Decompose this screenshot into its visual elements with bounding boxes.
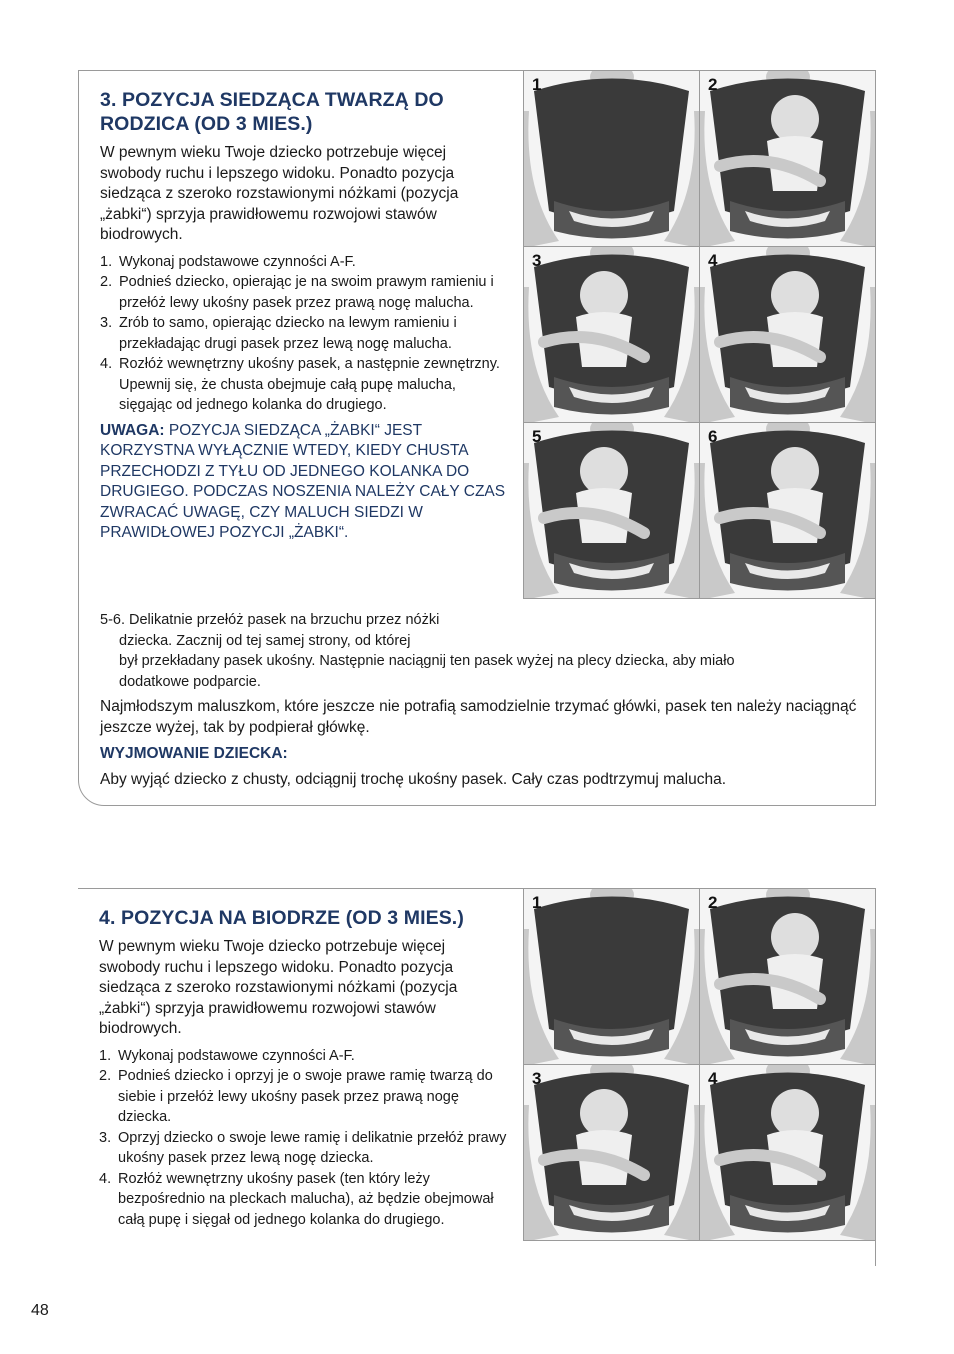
title-line-2: RODZICA (OD 3 MIES.) bbox=[100, 113, 313, 135]
photo-number: 5 bbox=[532, 427, 542, 446]
small-babies-note: Najmłodszym maluszkom, które jeszcze nie potrafią samodzielnie trzymać główki, pasek ten należy naciągnąć jeszcze wyżej, tak by podpierał główkę. bbox=[100, 698, 857, 736]
removal-text: Aby wyjąć dziecko z chusty, odciągnij trochę ukośny pasek. Cały czas podtrzymuj malucha. bbox=[100, 771, 727, 788]
photo-number: 3 bbox=[532, 251, 542, 270]
step-item: 4. Rozłóż wewnętrzny ukośny pasek (ten który leży bezpośrednio na pleckach malucha), aż będzie obejmował całą pupę i sięgał od jednego kolanka do drugiego. bbox=[99, 1170, 494, 1228]
section-3-photo-grid bbox=[523, 71, 875, 599]
step-item: 3. Zrób to samo, opierając dziecko na lewym ramieniu i przekładając drugi pasek przez lewą nogę malucha. bbox=[100, 315, 457, 352]
title-line-1: 3. POZYCJA SIEDZĄCA TWARZĄ DO bbox=[100, 89, 444, 111]
photo-number: 1 bbox=[532, 75, 542, 94]
photo-number: 3 bbox=[532, 1069, 542, 1088]
section-front-sitting bbox=[78, 70, 876, 806]
section-4-photo-grid bbox=[523, 889, 875, 1241]
step-item: 4. Rozłóż wewnętrzny ukośny pasek, a następnie zewnętrzny. Upewnij się, że chusta obejmuje całą pupę malucha, sięgając od jednego kolanka do drugiego. bbox=[100, 356, 500, 413]
photo-number: 6 bbox=[708, 427, 718, 446]
instruction-photo bbox=[700, 889, 875, 1064]
photo-number: 2 bbox=[708, 75, 718, 94]
section-4-text bbox=[99, 906, 509, 1230]
section-4-title: 4. POZYCJA NA BIODRZE (OD 3 MIES.) bbox=[99, 907, 464, 929]
instruction-photo bbox=[700, 247, 875, 422]
step-item: 2. Podnieś dziecko i oprzyj je o swoje prawe ramię twarzą do siebie i przełóż lewy ukośny pasek przez prawą nogę dziecka. bbox=[99, 1068, 493, 1125]
page-number: 48 bbox=[31, 1302, 49, 1319]
section-3-text bbox=[100, 88, 510, 559]
removal-heading: WYJMOWANIE DZIECKA: bbox=[100, 745, 288, 762]
section-3-intro: W pewnym wieku Twoje dziecko potrzebuje więcej swobody ruchu i lepszego widoku. Ponadto pozycja siedząca z szeroko rozstawionymi nóżkami (pozycja „żabki“) sprzyja prawidłowemu rozwojowi stawów biodrowych. bbox=[100, 144, 459, 243]
step-item: 1. Wykonaj podstawowe czynności A-F. bbox=[100, 253, 356, 270]
instruction-photo bbox=[700, 423, 875, 598]
warning-note bbox=[100, 421, 510, 544]
instruction-photo bbox=[700, 71, 875, 246]
section-4-intro: W pewnym wieku Twoje dziecko potrzebuje więcej swobody ruchu i lepszego widoku. Ponadto pozycja siedząca z szeroko rozstawionymi nóżkami (pozycja „żabki“) sprzyja prawidłowemu rozwojowi stawów biodrowych. bbox=[99, 938, 458, 1037]
instruction-photo bbox=[524, 71, 699, 246]
instruction-photo bbox=[524, 423, 699, 598]
section-3-steps bbox=[100, 252, 510, 416]
step-item: 1. Wykonaj podstawowe czynności A-F. bbox=[99, 1047, 355, 1064]
photo-number: 1 bbox=[532, 893, 542, 912]
step-item: 2. Podnieś dziecko, opierając je na swoim prawym ramieniu i przełóż lewy ukośny pasek przez prawą nogę malucha. bbox=[100, 274, 494, 311]
section-3-title bbox=[100, 88, 510, 136]
photo-number: 4 bbox=[708, 1069, 718, 1088]
photo-number: 4 bbox=[708, 251, 718, 270]
instruction-photo bbox=[524, 1065, 699, 1240]
instruction-photo bbox=[524, 247, 699, 422]
section-hip-carry bbox=[78, 888, 876, 1266]
note-label: UWAGA: bbox=[100, 421, 165, 439]
step-5-6: 5-6. Delikatnie przełóż pasek na brzuchu przez nóżki dziecka. Zacznij od tej samej strony, od której był przekładany pasek ukośny. Następnie naciągnij ten pasek wyżej na plecy dziecka, aby miało dodatkowe podparcie. bbox=[100, 612, 735, 690]
photo-number: 2 bbox=[708, 893, 718, 912]
instruction-photo bbox=[700, 1065, 875, 1240]
step-item: 3. Oprzyj dziecko o swoje lewe ramię i delikatnie przełóż prawy ukośny pasek przez lewą nogę dziecka. bbox=[99, 1129, 507, 1166]
section-4-steps bbox=[99, 1046, 509, 1231]
note-text: POZYCJA SIEDZĄCA „ŻABKI“ JEST KORZYSTNA WYŁĄCZNIE WTEDY, KIEDY CHUSTA PRZECHODZI Z TYŁU OD JEDNEGO KOLANKA DO DRUGIEGO. PODCZAS NOSZENIA NALEŻY CAŁY CZAS ZWRACAĆ UWAGĘ, CZY MALUCH SIEDZI W PRAWIDŁOWEJ POZYCJI „ŻABKI“. bbox=[100, 421, 506, 541]
instruction-photo bbox=[524, 889, 699, 1064]
